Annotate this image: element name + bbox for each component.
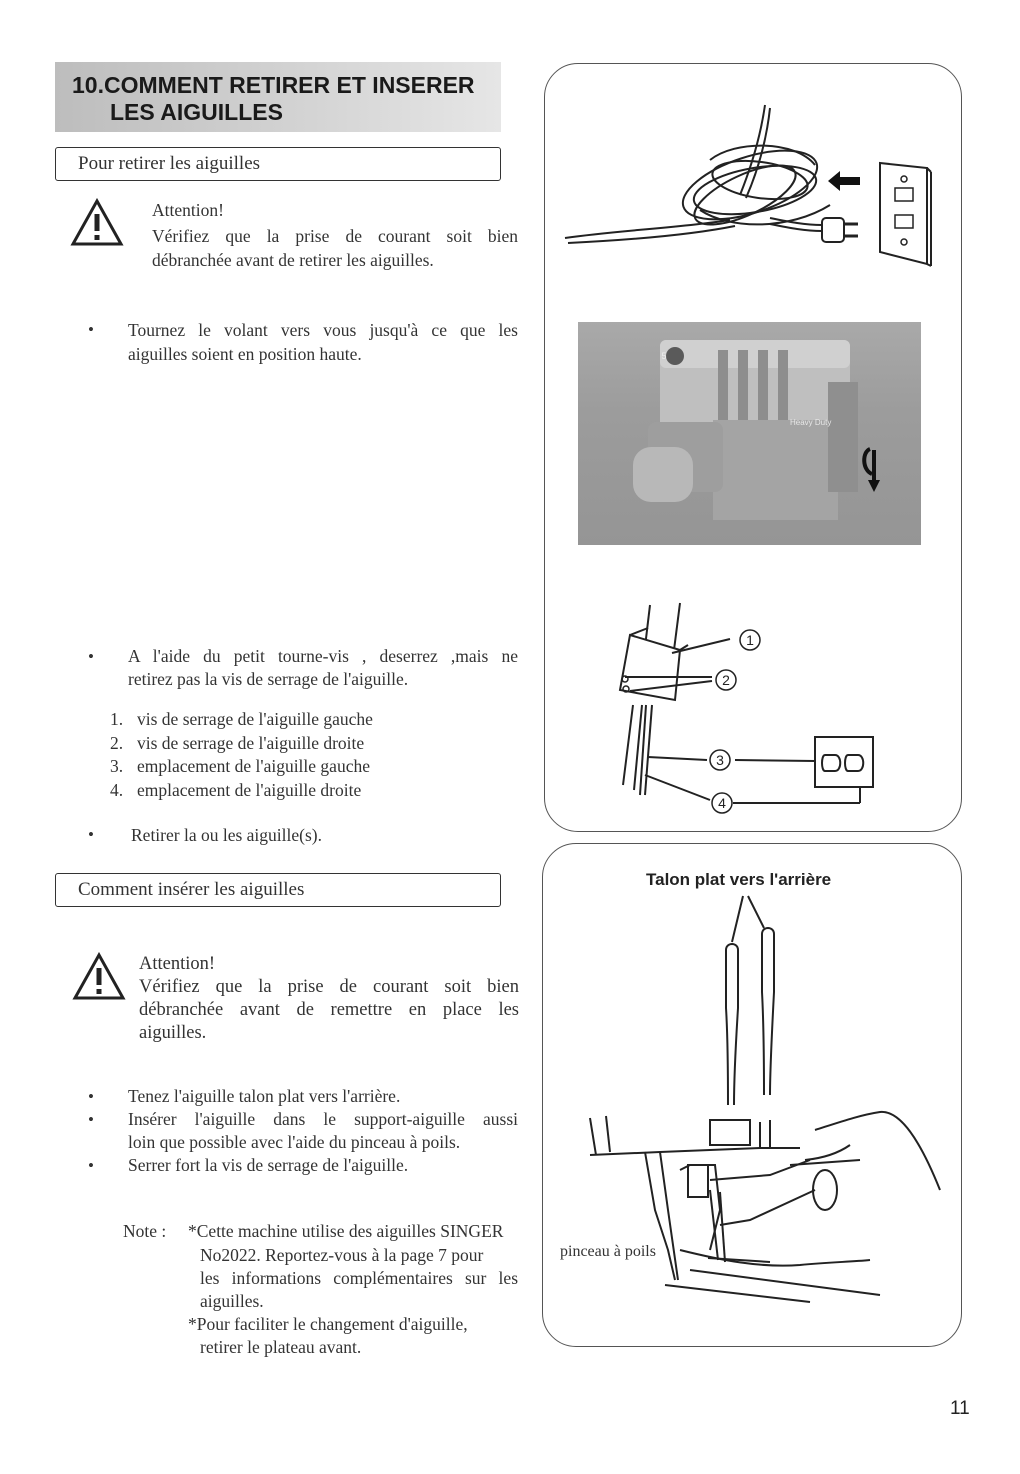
- bullet-icon: •: [88, 1156, 94, 1175]
- note-label: Note :: [123, 1221, 167, 1241]
- list-item: 3. emplacement de l'aiguille gauche: [110, 756, 370, 776]
- warning-triangle-icon: [70, 198, 124, 248]
- callout-3: 3: [716, 752, 724, 768]
- step-loosen-screw-line2: retirez pas la vis de serrage de l'aiguille.: [128, 669, 409, 689]
- note-line3: les informations complémentaires sur les: [200, 1268, 518, 1288]
- note-line6: retirer le plateau avant.: [200, 1337, 362, 1357]
- needle-clamp-diagram: [590, 595, 890, 815]
- warning-line1-insert: Vérifiez que la prise de courant soit bien: [139, 977, 519, 997]
- machine-badge-number: 5: [661, 351, 667, 361]
- note-line5: *Pour faciliter le changement d'aiguille,: [188, 1314, 468, 1334]
- bullet-icon: •: [88, 1087, 94, 1106]
- step-turn-wheel-line1: Tournez le volant vers vous jusqu'à ce que les: [128, 320, 518, 340]
- bullet-icon: •: [88, 647, 94, 666]
- list-item: 4. emplacement de l'aiguille droite: [110, 779, 362, 800]
- step-turn-wheel-line2: aiguilles soient en position haute.: [128, 344, 362, 364]
- warning-line1-remove: Vérifiez que la prise de courant soit bien: [152, 226, 518, 246]
- step-tighten-screw: Serrer fort la vis de serrage de l'aiguille.: [128, 1155, 409, 1175]
- section-heading-remove-text: Pour retirer les aiguilles: [78, 153, 261, 174]
- list-item: 1. vis de serrage de l'aiguille gauche: [110, 709, 373, 729]
- machine-brand-plate: Heavy Duty: [790, 418, 832, 427]
- callout-1: 1: [746, 632, 754, 648]
- warning-line2-insert: débranchée avant de remettre en place les: [139, 1000, 519, 1020]
- callout-2: 2: [722, 672, 730, 688]
- note-line2: No2022. Reportez-vous à la page 7 pour: [200, 1245, 484, 1265]
- bullet-icon: •: [88, 825, 94, 844]
- warning-line3-insert: aiguilles.: [139, 1023, 207, 1043]
- callout-4: 4: [718, 795, 726, 811]
- step-insert-needle-line1: Insérer l'aiguille dans le support-aiguille aussi: [128, 1109, 518, 1129]
- step-insert-needle-line2: loin que possible avec l'aide du pinceau à poils.: [128, 1132, 461, 1152]
- note-line4: aiguilles.: [200, 1291, 264, 1311]
- list-item: 2. vis de serrage de l'aiguille droite: [110, 732, 365, 753]
- note-line1: *Cette machine utilise des aiguilles SINGER: [188, 1221, 504, 1241]
- bullet-icon: •: [88, 320, 94, 339]
- warning-title-insert: Attention!: [139, 954, 216, 974]
- section-heading-insert: [55, 873, 501, 907]
- brush-label: pinceau à poils: [560, 1240, 658, 1263]
- power-cord-unplug-illustration: [560, 100, 940, 275]
- section-heading-insert-text: Comment insérer les aiguilles: [78, 879, 305, 900]
- step-remove-needles: Retirer la ou les aiguille(s).: [131, 825, 322, 845]
- bullet-icon: •: [88, 1110, 94, 1129]
- serger-machine-drawing: [578, 322, 921, 545]
- warning-line2-remove: débranchée avant de retirer les aiguilles.: [152, 250, 434, 270]
- step-hold-needle: Tenez l'aiguille talon plat vers l'arrière.: [128, 1086, 401, 1106]
- warning-title-remove: Attention!: [152, 200, 224, 220]
- parts-list: [110, 708, 373, 802]
- page-title-line2: LES AIGUILLES: [110, 99, 283, 125]
- page-title-line1: 10.COMMENT RETIRER ET INSERER: [72, 72, 475, 98]
- flat-heel-label: Talon plat vers l'arrière: [646, 870, 832, 889]
- warning-triangle-icon: [72, 952, 126, 1002]
- section-heading-remove: [55, 147, 501, 181]
- page-number: 11: [950, 1398, 970, 1419]
- step-loosen-screw-line1: A l'aide du petit tourne-vis , deserrez ,mais ne: [128, 646, 518, 666]
